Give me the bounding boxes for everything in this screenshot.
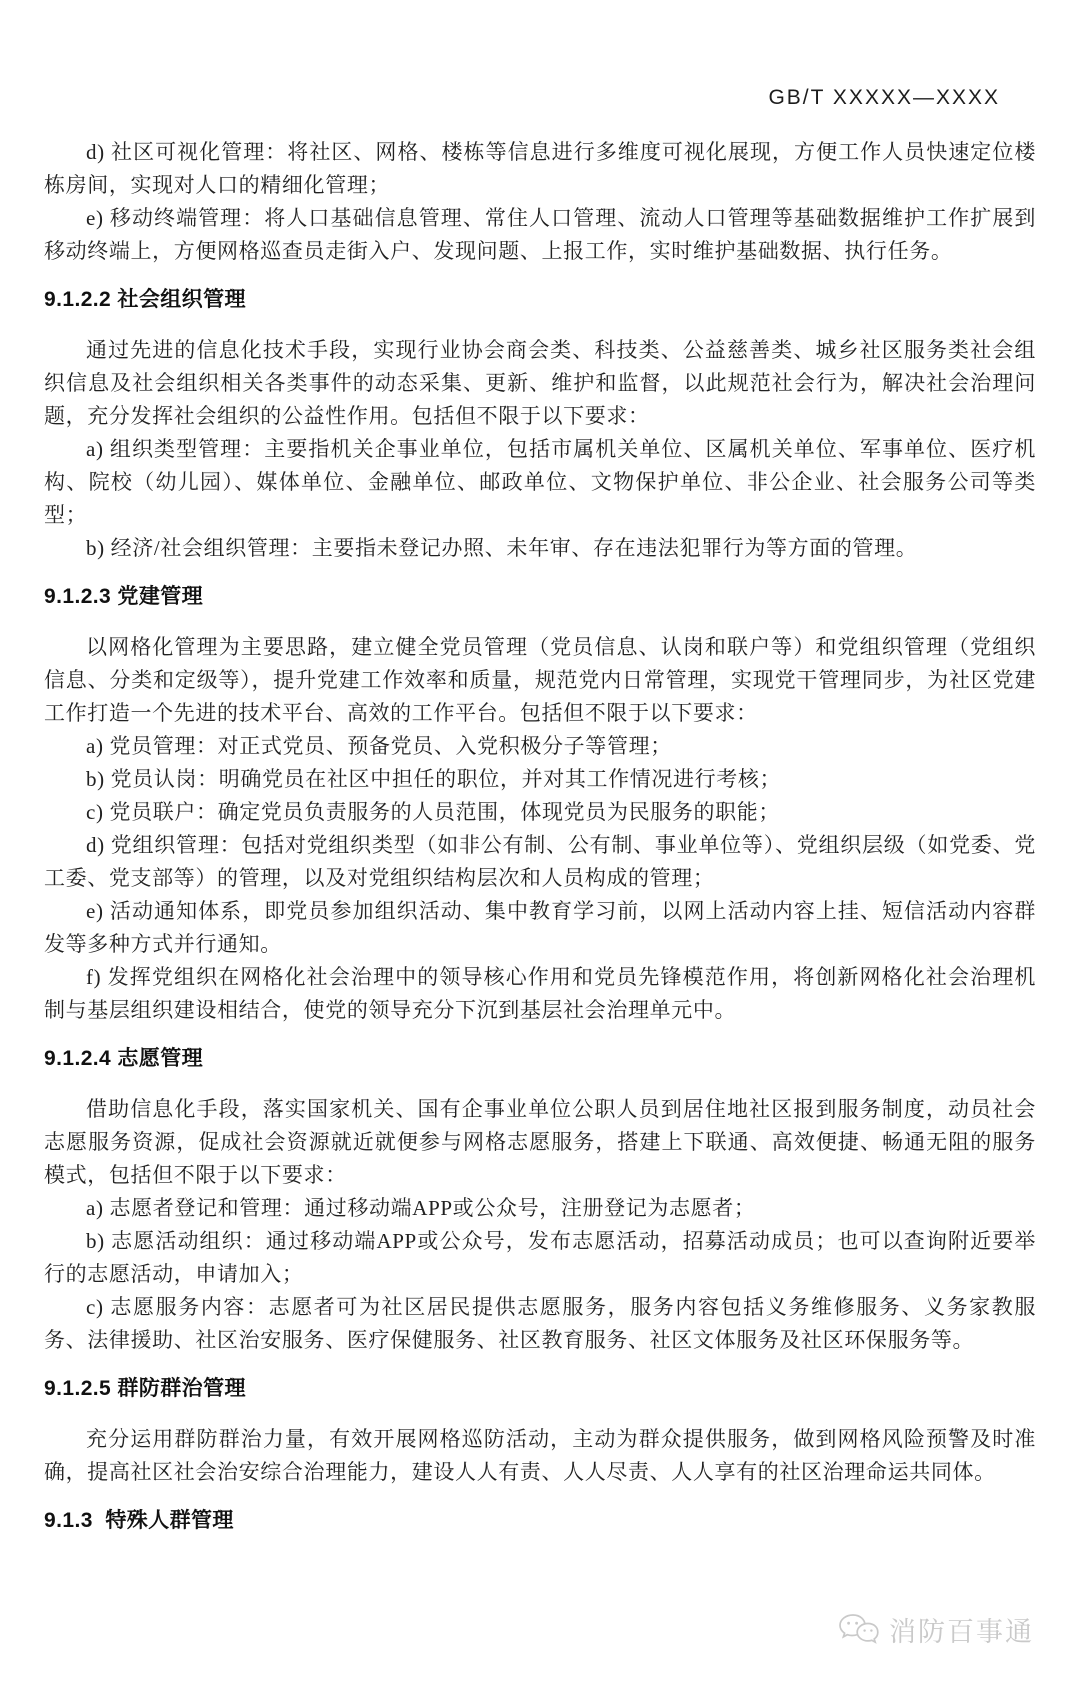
watermark — [838, 1610, 1034, 1649]
clause-item-f-leadership: f) 发挥党组织在网格化社会治理中的领导核心作用和党员先锋模范作用，将创新网格化社会治理机制与基层组织建设相结合，使党的领导充分下沉到基层社会治理单元中。 — [44, 965, 1036, 1022]
document-body — [44, 136, 1036, 1535]
clause-item-a-party-member: a) 党员管理：对正式党员、预备党员、入党积极分子等管理； — [86, 734, 672, 758]
clause-item-b-economic-org: b) 经济/社会组织管理：主要指未登记办照、未年审、存在违法犯罪行为等方面的管理。 — [86, 536, 918, 560]
paragraph-volunteer-intro: 借助信息化手段，落实国家机关、国有企事业单位公职人员到居住地社区报到服务制度，动员社会志愿服务资源，促成社会资源就近就便参与网格志愿服务，搭建上下联通、高效便捷、畅通无阻的服务模式，包括但不限于以下要求： — [44, 1097, 1036, 1187]
clause-item-e-activity-notice: e) 活动通知体系，即党员参加组织活动、集中教育学习前，以网上活动内容上挂、短信活动内容群发等多种方式并行通知。 — [44, 899, 1036, 956]
clause-item-e-mobile-terminal: e) 移动终端管理：将人口基础信息管理、常住人口管理、流动人口管理等基础数据维护工作扩展到移动终端上，方便网格巡查员走街入户、发现问题、上报工作，实时维护基础数据、执行任务。 — [44, 206, 1036, 263]
section-heading-9-1-3: 9.1.3 特殊人群管理 — [44, 1509, 234, 1532]
doc-number: GB/T XXXXX—XXXX — [768, 86, 1000, 109]
paragraph-party-building-intro: 以网格化管理为主要思路，建立健全党员管理（党员信息、认岗和联户等）和党组织管理（党组织信息、分类和定级等），提升党建工作效率和质量，规范党内日常管理，实现党干管理同步，为社区党建工作打造一个先进的技术平台、高效的工作平台。包括但不限于以下要求： — [44, 635, 1036, 725]
section-heading-9-1-2-3: 9.1.2.3 党建管理 — [44, 585, 204, 608]
watermark-label: 消防百事通 — [889, 1617, 1034, 1647]
clause-item-a-org-type: a) 组织类型管理：主要指机关企事业单位，包括市属机关单位、区属机关单位、军事单位、医疗机构、院校（幼儿园）、媒体单位、金融单位、邮政单位、文物保护单位、非公企业、社会服务公司等类型； — [44, 437, 1036, 527]
paragraph-social-org-intro: 通过先进的信息化技术手段，实现行业协会商会类、科技类、公益慈善类、城乡社区服务类社会组织信息及社会组织相关各类事件的动态采集、更新、维护和监督，以此规范社会行为，解决社会治理问题，充分发挥社会组织的公益性作用。包括但不限于以下要求： — [44, 338, 1036, 428]
section-heading-9-1-2-4: 9.1.2.4 志愿管理 — [44, 1047, 204, 1070]
section-heading-9-1-2-2: 9.1.2.2 社会组织管理 — [44, 288, 246, 311]
clause-item-a-volunteer-reg: a) 志愿者登记和管理：通过移动端APP或公众号，注册登记为志愿者； — [86, 1196, 756, 1220]
document-page — [0, 86, 1080, 1684]
clause-item-d-party-org: d) 党组织管理：包括对党组织类型（如非公有制、公有制、事业单位等）、党组织层级（如党委、党工委、党支部等）的管理，以及对党组织结构层次和人员构成的管理； — [44, 833, 1036, 890]
clause-item-c-member-contact: c) 党员联户：确定党员负责服务的人员范围，体现党员为民服务的职能； — [86, 800, 780, 824]
clause-item-d-visual-mgmt: d) 社区可视化管理：将社区、网格、楼栋等信息进行多维度可视化展现，方便工作人员快速定位楼栋房间，实现对人口的精细化管理； — [44, 140, 1036, 197]
paragraph-mass-prevention: 充分运用群防群治力量，有效开展网格巡防活动，主动为群众提供服务，做到网格风险预警及时准确，提高社区社会治安综合治理能力，建设人人有责、人人尽责、人人享有的社区治理命运共同体。 — [44, 1427, 1036, 1484]
section-heading-9-1-2-5: 9.1.2.5 群防群治管理 — [44, 1377, 246, 1400]
wechat-icon — [838, 1613, 882, 1647]
clause-item-c-volunteer-service: c) 志愿服务内容：志愿者可为社区居民提供志愿服务，服务内容包括义务维修服务、义务家教服务、法律援助、社区治安服务、医疗保健服务、社区教育服务、社区文体服务及社区环保服务等。 — [44, 1295, 1036, 1352]
clause-item-b-member-post: b) 党员认岗：明确党员在社区中担任的职位，并对其工作情况进行考核； — [86, 767, 782, 791]
clause-item-b-volunteer-event: b) 志愿活动组织：通过移动端APP或公众号，发布志愿活动，招募活动成员；也可以查询附近要举行的志愿活动，申请加入； — [44, 1229, 1036, 1286]
